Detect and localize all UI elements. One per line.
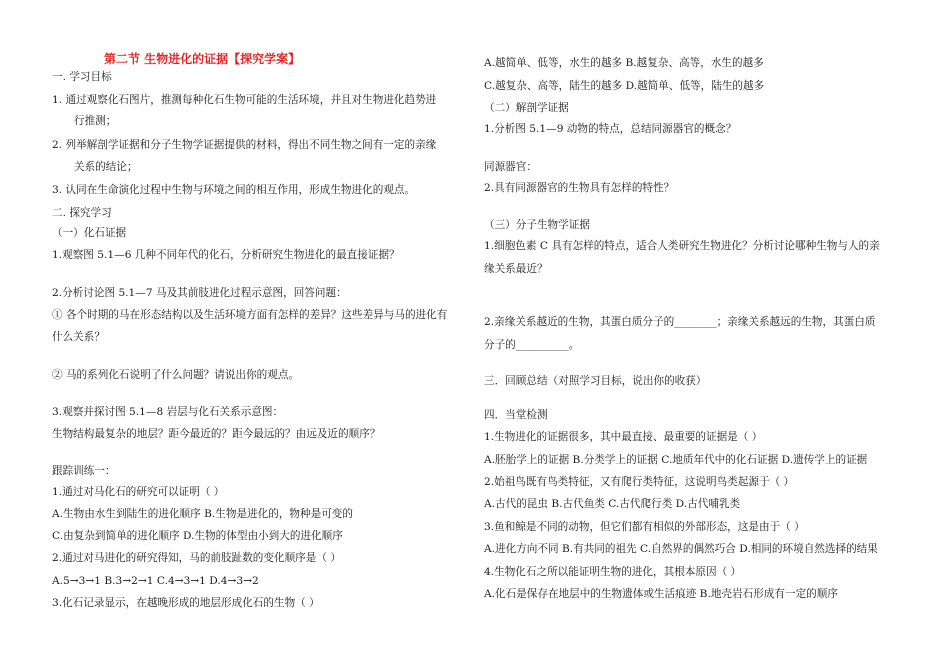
question-3-line-1: 3.观察并探讨图 5.1—8 岩层与化石关系示意图： [52, 406, 284, 418]
training-q1-options-cd: C.由复杂到简单的进化顺序 D.生物的体型由小到大的进化顺序 [52, 530, 343, 542]
homologous-organ-label: 同源器官： [484, 161, 537, 173]
question-2a-line-1: ① 各个时期的马在形态结构以及生活环境方面有怎样的差异？这些差异与马的进化有 [52, 309, 448, 321]
molecular-question-1-line-1: 1.细胞色素 C 具有怎样的特点，适合人类研究生物进化？分析讨论哪种生物与人的亲 [484, 240, 880, 252]
subsection-molecular-evidence: （三）分子生物学证据 [484, 219, 590, 231]
objective-2-line-1: 2. 列举解剖学证据和分子生物学证据提供的材料，得出不同生物之间有一定的亲缘 [52, 139, 437, 151]
check-question-2-options: A.古代的昆虫 B.古代鱼类 C.古代爬行类 D.古代哺乳类 [484, 498, 741, 510]
training-q2-options: A.5→3→1 B.3→2→1 C.4→3→1 D.4→3→2 [52, 575, 259, 587]
training-q1: 1.通过对马化石的研究可以证明（ ） [52, 486, 225, 498]
check-question-2: 2.始祖鸟既有鸟类特征，又有爬行类特征，这说明鸟类起源于（ ） [484, 476, 795, 488]
check-question-4-options: A.化石是保存在地层中的生物遗体或生活痕迹 B.地壳岩石形成有一定的顺序 [484, 588, 838, 600]
molecular-question-2-line-2: 分子的__________。 [484, 339, 580, 351]
question-2b: ② 马的系列化石说明了什么问题？请说出你的观点。 [52, 369, 300, 381]
section-heading-inquiry: 二. 探究学习 [52, 207, 112, 219]
training-q3-options-ab: A.越简单、低等，水生的越多 B.越复杂、高等，水生的越多 [484, 57, 764, 69]
molecular-question-1-line-2: 缘关系最近？ [484, 263, 548, 275]
check-question-1-options: A.胚胎学上的证据 B.分类学上的证据 C.地质年代中的化石证据 D.遗传学上的证据 [484, 454, 868, 466]
training-q3-options-cd: C.越复杂、高等，陆生的越多 D.越简单、低等，陆生的越多 [484, 80, 765, 92]
question-2a-line-2: 什么关系？ [52, 331, 105, 343]
check-question-4: 4.生物化石之所以能证明生物的进化，其根本原因（ ） [484, 566, 742, 578]
check-question-1: 1.生物进化的证据很多，其中最直接、最重要的证据是（ ） [484, 431, 763, 443]
objective-1-line-1: 1. 通过观察化石图片，推测每种化石生物可能的生活环境，并且对生物进化趋势进 [52, 94, 437, 106]
section-heading-check: 四．当堂检测 [484, 409, 548, 421]
check-question-3: 3.鱼和鲸是不同的动物，但它们都有相似的外部形态，这是由于（ ） [484, 521, 805, 533]
objective-2-line-2: 关系的结论； [74, 161, 138, 173]
subsection-fossil-evidence: （一）化石证据 [52, 227, 127, 239]
check-question-3-options: A.进化方向不同 B.有共同的祖先 C.自然界的偶然巧合 D.相同的环境自然选择的结果 [484, 543, 878, 555]
question-1: 1.观察图 5.1—6 几种不同年代的化石，分析研究生物进化的最直接证据？ [52, 249, 400, 261]
page-title: 第二节 生物进化的证据【探究学案】 [104, 52, 301, 66]
objective-3: 3. 认同在生命演化过程中生物与环境之间的相互作用，形成生物进化的观点。 [52, 184, 416, 196]
training-heading: 跟踪训练一： [52, 465, 116, 477]
anatomy-question-1: 1.分析图 5.1—9 动物的特点，总结同源器官的概念？ [484, 123, 737, 135]
molecular-question-2-line-1: 2.亲缘关系越近的生物，其蛋白质分子的________；亲缘关系越远的生物，其蛋白质 [484, 316, 876, 328]
section-heading-objectives: 一. 学习目标 [52, 71, 112, 83]
question-2: 2.分析讨论图 5.1—7 马及其前肢进化过程示意图，回答问题： [52, 287, 347, 299]
section-heading-review: 三．回顾总结（对照学习目标，说出你的收获） [484, 375, 707, 387]
question-3-line-2: 生物结构最复杂的地层？距今最近的？距今最远的？由远及近的顺序？ [52, 428, 381, 440]
anatomy-question-2: 2.具有同源器官的生物具有怎样的特性？ [484, 182, 675, 194]
training-q3: 3.化石记录显示，在越晚形成的地层形成化石的生物（ ） [52, 597, 320, 609]
objective-1-line-2: 行推测； [74, 115, 117, 127]
subsection-anatomy-evidence: （二）解剖学证据 [484, 102, 569, 114]
training-q2: 2.通过对马进化的研究得知，马的前肢趾数的变化顺序是（ ） [52, 552, 341, 564]
training-q1-options-ab: A.生物由水生到陆生的进化顺序 B.生物是进化的，物种是可变的 [52, 508, 353, 520]
